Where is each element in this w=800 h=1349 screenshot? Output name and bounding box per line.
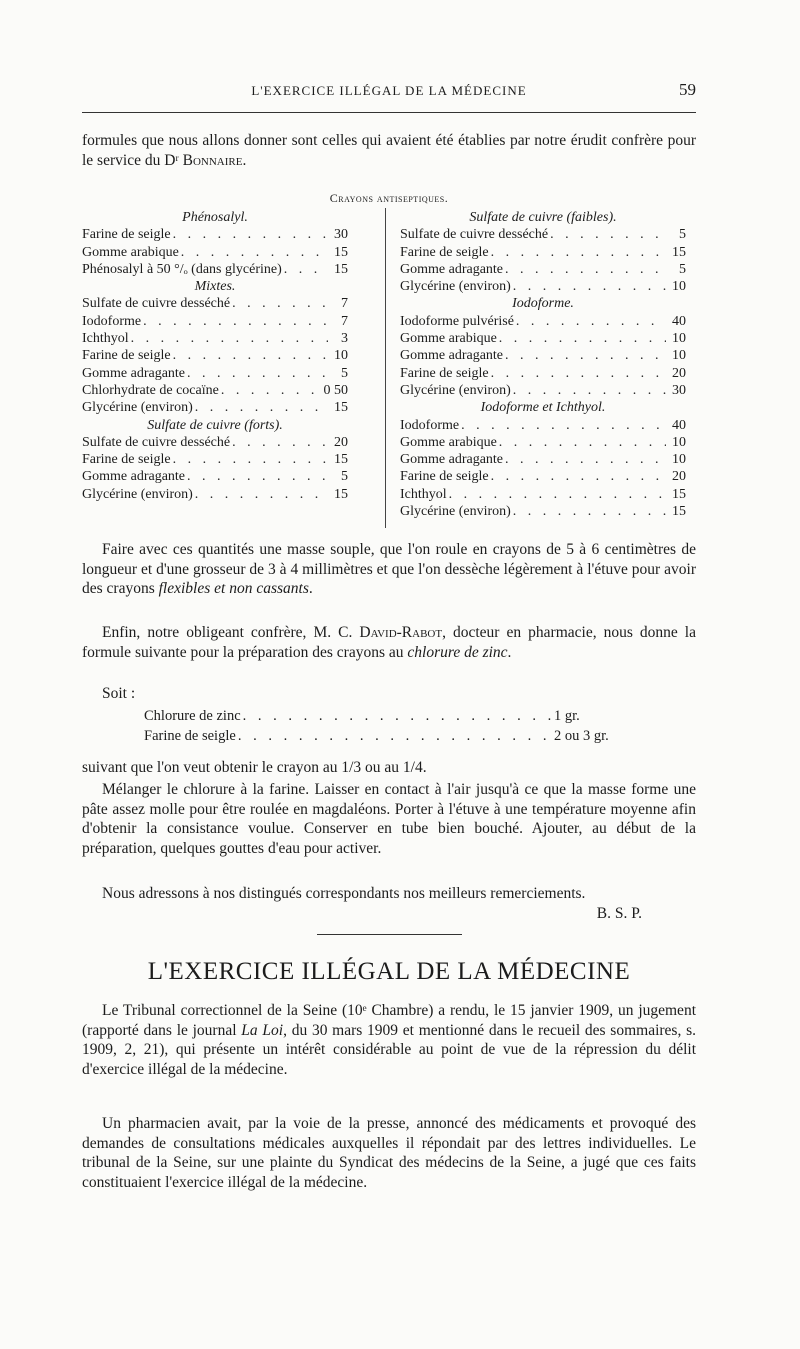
formula-row [82, 382, 348, 399]
formula-subtitle: Iodoforme. [512, 296, 574, 312]
soit-text: Soit : [102, 685, 136, 702]
ingredient-name: Phénosalyl à 50 °/ₒ (dans glycérine) [82, 261, 282, 277]
signature-line [82, 904, 642, 924]
formula-row [400, 468, 686, 485]
leader-dots [173, 451, 328, 468]
ingredient-quantity: 15 [334, 244, 348, 260]
formula-row [82, 347, 348, 364]
tribunal-2-text: Un pharmacien avait, par la voie de la presse, annoncé des médicaments et provoqué des demandes de consultations médicales auxquelles il répondait par des lettres individuelles. Le tribunal de la Seine, sur une plainte du Syndicat des médecins de la Seine, a jugé que ces faits constituaient l'exercice illégal de la médecine. [82, 1115, 696, 1191]
ingredient-name: Iodoforme [400, 417, 460, 433]
ingredient-name: Gomme adragante [400, 261, 504, 277]
rabot-name: David-Rabot [359, 624, 443, 641]
instructions-italic: flexibles et non cassants [158, 580, 309, 597]
formula-row [82, 451, 348, 468]
formula-row [82, 226, 348, 243]
leader-dots [499, 330, 666, 347]
leader-dots [173, 347, 328, 364]
tribunal-1-text-b: , du 30 mars 1909 et mentionné dans le recueil des sommaires, s. 1909, 2, 21), qui présente un intérêt considérable au point de vue de la répression du délit d'exercice illégal de la médecine. [82, 1021, 696, 1078]
ingredient-name: Farine de seigle [82, 452, 171, 468]
ingredient-quantity: 20 [672, 365, 686, 381]
ingredient-quantity: 5 [341, 365, 348, 381]
ingredient-quantity: 10 [672, 452, 686, 468]
rabot-italic: chlorure de zinc [407, 643, 508, 661]
leader-dots [173, 226, 328, 243]
formula-row [400, 347, 686, 364]
ingredient-quantity: 15 [334, 486, 348, 502]
crayons-title: Crayons antiseptiques. [329, 191, 449, 205]
leader-dots [284, 261, 328, 278]
leader-dots [516, 313, 666, 330]
ingredient-name: Iodoforme pulvérisé [400, 313, 514, 329]
ingredient-quantity: 10 [672, 348, 686, 364]
ingredient-quantity: 15 [672, 244, 686, 260]
signature: B. S. P. [596, 905, 642, 922]
ingredient-quantity: 40 [672, 417, 686, 433]
formula-row [82, 261, 348, 278]
tribunal-paragraph-2 [82, 1114, 696, 1192]
formula-row [82, 434, 348, 451]
zinc-formula [144, 706, 644, 746]
separator-rule [317, 934, 462, 935]
ingredient-name: Glycérine (environ) [400, 504, 511, 520]
suivant-text: suivant que l'on veut obtenir le crayon au 1/3 ou au 1/4. [82, 759, 427, 776]
leader-dots [491, 365, 666, 382]
ingredient-name: Sulfate de cuivre desséché [82, 434, 231, 450]
ingredient-quantity: 2 ou 3 gr. [554, 728, 609, 744]
ingredient-name: Farine de seigle [82, 227, 171, 243]
tribunal-1-text-a: Le Tribunal correctionnel de la Seine (10ᵉ Chambre) a rendu, le 15 janvier 1909, un jugement (rapporté dans le journal [82, 1002, 696, 1039]
leader-dots [491, 468, 666, 485]
ingredient-name: Ichthyol [82, 331, 129, 347]
ingredient-name: Sulfate de cuivre desséché [400, 227, 549, 243]
formula-row [400, 313, 686, 330]
formula-subtitle: Iodoforme et Ichthyol. [480, 400, 606, 416]
ingredient-name: Farine de seigle [400, 469, 489, 485]
ingredient-name: Chlorhydrate de cocaïne [82, 382, 219, 398]
leader-dots [491, 244, 666, 261]
formula-row [400, 503, 686, 520]
instructions-end: . [308, 580, 313, 597]
ingredient-name: Chlorure de zinc [144, 708, 241, 724]
ingredient-name: Farine de seigle [400, 365, 489, 381]
formula-row [400, 261, 686, 278]
section-title: L'EXERCICE ILLÉGAL DE LA MÉDECINE [147, 958, 631, 985]
leader-dots [232, 295, 328, 312]
journal-name: La Loi [241, 1021, 284, 1039]
leader-dots [131, 330, 328, 347]
leader-dots [187, 468, 328, 485]
leader-dots [505, 261, 666, 278]
right-formula-column [400, 209, 686, 520]
header-rule [82, 112, 696, 113]
leader-dots [243, 706, 552, 726]
ingredient-quantity: 5 [679, 227, 686, 243]
ingredient-quantity: 15 [334, 400, 348, 416]
ingredient-quantity: 15 [334, 452, 348, 468]
tribunal-paragraph-1 [82, 1001, 696, 1079]
formula-row [400, 382, 686, 399]
ingredient-quantity: 15 [334, 261, 348, 277]
formula-row [400, 330, 686, 347]
rabot-text-b: , docteur en pharmacie, nous donne la formule suivante pour la préparation des crayons au [82, 624, 696, 661]
ingredient-quantity: 3 [341, 331, 348, 347]
melanger-paragraph [82, 780, 696, 858]
ingredient-name: Glycérine (environ) [82, 486, 193, 502]
ingredient-quantity: 15 [672, 486, 686, 502]
ingredient-name: Glycérine (environ) [400, 279, 511, 295]
ingredient-name: Gomme adragante [82, 469, 186, 485]
ingredient-name: Gomme arabique [82, 244, 179, 260]
formula-row [82, 468, 348, 485]
ingredient-name: Farine de seigle [400, 244, 489, 260]
formula-subtitle: Phénosalyl. [182, 210, 248, 225]
leader-dots [143, 313, 328, 330]
ingredient-quantity: 30 [334, 227, 348, 243]
formula-row [82, 399, 348, 416]
instructions-text: Faire avec ces quantités une masse souple, que l'on roule en crayons de 5 à 6 centimètres de longueur et d'une grosseur de 3 à 4 millimètres et que l'on dessèche légèrement à l'étuve pour avoir des crayons [82, 541, 696, 597]
instructions-paragraph [82, 540, 696, 599]
leader-dots [195, 486, 328, 503]
intro-text: formules que nous allons donner sont celles qui avaient été établies par notre érudit confrère pour le service du Dʳ [82, 132, 696, 169]
ingredient-name: Gomme adragante [82, 365, 186, 381]
formula-row [400, 434, 686, 451]
thanks-paragraph [82, 884, 696, 904]
leader-dots [449, 486, 666, 503]
thanks-text: Nous adressons à nos distingués correspondants nos meilleurs remerciements. [102, 885, 586, 902]
leader-dots [513, 278, 666, 295]
ingredient-name: Ichthyol [400, 486, 447, 502]
zinc-formula-row [144, 706, 644, 726]
ingredient-quantity: 40 [672, 313, 686, 329]
column-divider [385, 208, 386, 528]
ingredient-quantity: 30 [672, 382, 686, 398]
ingredient-quantity: 5 [341, 469, 348, 485]
formula-row [82, 330, 348, 347]
ingredient-name: Gomme adragante [400, 452, 504, 468]
formula-row [400, 486, 686, 503]
ingredient-quantity: 10 [672, 279, 686, 295]
page-number: 59 [679, 80, 696, 99]
leader-dots [499, 434, 666, 451]
formula-row [400, 226, 686, 243]
ingredient-name: Gomme arabique [400, 434, 497, 450]
ingredient-name: Gomme arabique [400, 331, 497, 347]
ingredient-quantity: 10 [672, 331, 686, 347]
ingredient-quantity: 20 [672, 469, 686, 485]
leader-dots [505, 347, 666, 364]
ingredient-quantity: 5 [679, 261, 686, 277]
ingredient-name: Farine de seigle [144, 728, 236, 744]
formula-row [82, 486, 348, 503]
ingredient-quantity: 7 [341, 296, 348, 312]
formula-row [82, 365, 348, 382]
formula-subtitle: Sulfate de cuivre (forts). [147, 417, 283, 433]
ingredient-name: Sulfate de cuivre desséché [82, 296, 231, 312]
leader-dots [461, 417, 666, 434]
leader-dots [550, 226, 666, 243]
formula-row [400, 365, 686, 382]
intro-end: . [242, 151, 247, 169]
formula-row [82, 313, 348, 330]
formula-row [400, 278, 686, 295]
formula-row [400, 451, 686, 468]
ingredient-name: Farine de seigle [82, 348, 171, 364]
formula-row [400, 417, 686, 434]
melanger-text: Mélanger le chlorure à la farine. Laisser en contact à l'air jusqu'à ce que la masse forme une pâte assez molle pour être roulée en magdaléons. Porter à l'étuve à une température moyenne afin d'obtenir la consistance voulue. Conserver en tube bien bouché. Ajouter, au début de la préparation, quelques gouttes d'eau pour activer. [82, 781, 696, 857]
leader-dots [195, 399, 328, 416]
ingredient-name: Glycérine (environ) [400, 382, 511, 398]
running-title: L'EXERCICE ILLÉGAL DE LA MÉDECINE [251, 83, 527, 98]
formula-row [82, 295, 348, 312]
leader-dots [238, 726, 552, 746]
left-formula-column [82, 209, 348, 503]
leader-dots [513, 382, 666, 399]
ingredient-quantity: 0 50 [323, 382, 348, 398]
ingredient-name: Glycérine (environ) [82, 400, 193, 416]
leader-dots [513, 503, 666, 520]
ingredient-quantity: 10 [672, 434, 686, 450]
formula-subtitle: Sulfate de cuivre (faibles). [469, 210, 617, 225]
leader-dots [187, 365, 328, 382]
leader-dots [232, 434, 328, 451]
ingredient-name: Gomme adragante [400, 348, 504, 364]
intro-name: Bonnaire [182, 151, 243, 169]
suivant-paragraph [82, 758, 696, 778]
leader-dots [505, 451, 666, 468]
rabot-paragraph [82, 623, 696, 662]
formula-subtitle: Mixtes. [194, 279, 236, 295]
ingredient-quantity: 20 [334, 434, 348, 450]
ingredient-quantity: 15 [672, 504, 686, 520]
ingredient-name: Iodoforme [82, 313, 142, 329]
leader-dots [181, 244, 328, 261]
formula-row [400, 244, 686, 261]
ingredient-quantity: 7 [341, 313, 348, 329]
formula-row [82, 244, 348, 261]
ingredient-quantity: 1 gr. [554, 708, 580, 724]
running-header [82, 80, 696, 102]
ingredient-quantity: 10 [334, 348, 348, 364]
rabot-text-a: Enfin, notre obligeant confrère, M. C. [102, 624, 360, 641]
zinc-formula-row [144, 726, 644, 746]
leader-dots [221, 382, 322, 399]
intro-paragraph [82, 131, 696, 170]
rabot-end: . [507, 643, 512, 661]
soit-line [82, 684, 696, 704]
